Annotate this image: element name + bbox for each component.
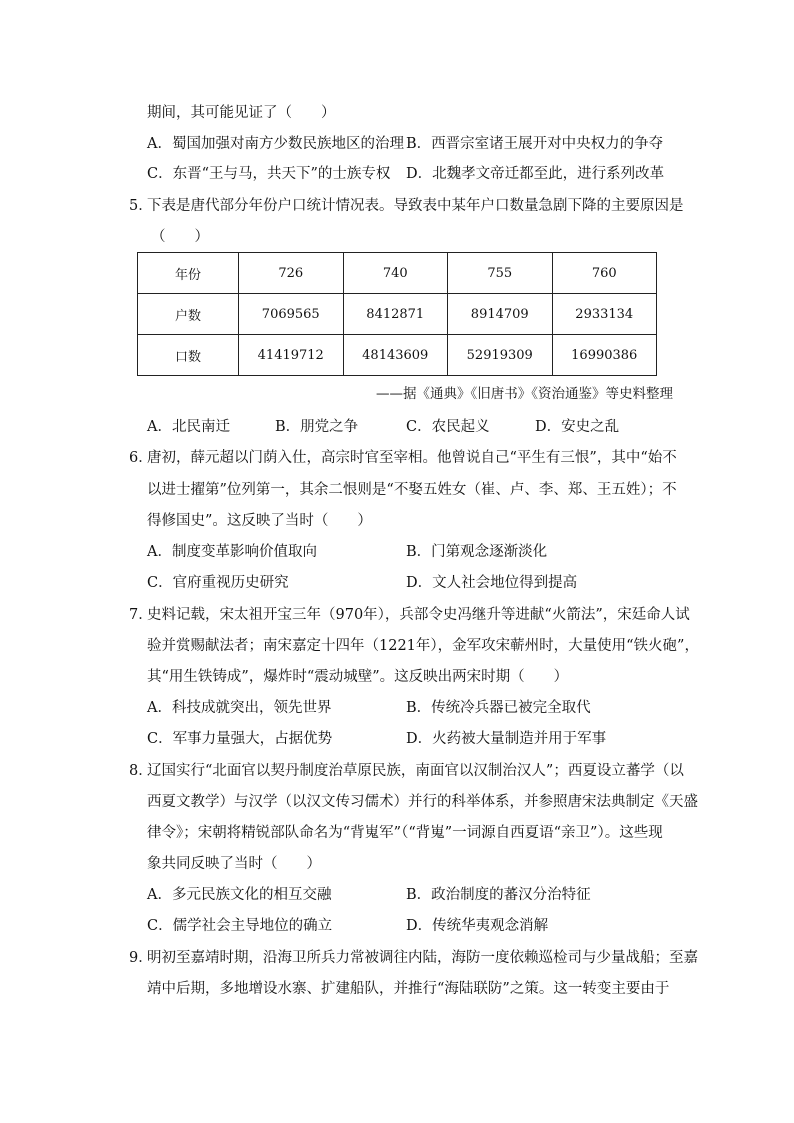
year-cell: 740 bbox=[343, 253, 448, 294]
q9-stem-line-2: 靖中后期，多地增设水寨、扩建船队，并推行“海陆联防”之策。这一转变主要由于 bbox=[147, 981, 670, 997]
population-cell: 52919309 bbox=[448, 335, 553, 376]
q5-population-table bbox=[137, 252, 657, 376]
q8-number: 8． bbox=[129, 763, 153, 779]
q4-option-d: D．北魏孝文帝迁都至此，进行系列改革 bbox=[406, 166, 665, 182]
q7-stem-line-3: 其“用生铁铸成”，爆炸时“震动城壁”。这反映出两宋时期（ ） bbox=[147, 669, 569, 685]
q5-number: 5． bbox=[129, 198, 153, 214]
q5-option-b: B．朋党之争 bbox=[275, 419, 359, 435]
q7-stem-line-1: 史料记载，宋太祖开宝三年（970年），兵部令史冯继升等进献“火箭法”，宋廷命人试 bbox=[147, 607, 690, 623]
q7-option-b: B．传统冷兵器已被完全取代 bbox=[406, 700, 591, 716]
q7-option-d: D．火药被大量制造并用于军事 bbox=[406, 731, 607, 747]
households-cell: 8914709 bbox=[448, 294, 553, 335]
q8-option-b: B．政治制度的蕃汉分治特征 bbox=[406, 887, 591, 903]
q5-option-a: A．北民南迁 bbox=[147, 419, 230, 435]
q5-stem-line-1: 下表是唐代部分年份户口统计情况表。导致表中某年户口数量急剧下降的主要原因是 bbox=[147, 198, 684, 214]
year-cell: 755 bbox=[448, 253, 553, 294]
table-row-year bbox=[138, 253, 657, 294]
row-label-households: 户数 bbox=[138, 294, 239, 335]
q7-number: 7． bbox=[129, 607, 153, 623]
table-row-households bbox=[138, 294, 657, 335]
q5-stem-line-2: （ ） bbox=[151, 229, 209, 245]
q5-option-c: C．农民起义 bbox=[406, 419, 490, 435]
q6-option-c: C．官府重视历史研究 bbox=[147, 575, 289, 591]
q9-number: 9． bbox=[129, 950, 153, 966]
q4-option-b: B．西晋宗室诸王展开对中央权力的争夺 bbox=[406, 136, 664, 152]
q8-option-d: D．传统华夷观念消解 bbox=[406, 918, 549, 934]
q6-stem-line-2: 以进士擢第”位列第一，其余二恨则是“不娶五姓女（崔、卢、李、郑、王五姓）；不 bbox=[147, 482, 677, 498]
q8-stem-line-4: 象共同反映了当时（ ） bbox=[147, 856, 321, 872]
q7-option-a: A．科技成就突出，领先世界 bbox=[147, 700, 332, 716]
q6-stem-line-3: 得修国史”。这反映了当时（ ） bbox=[147, 513, 372, 529]
q6-option-d: D．文人社会地位得到提高 bbox=[406, 575, 578, 591]
households-cell: 8412871 bbox=[343, 294, 448, 335]
q4-option-c: C．东晋“王与马，共天下”的士族专权 bbox=[147, 166, 391, 182]
q8-option-a: A．多元民族文化的相互交融 bbox=[147, 887, 332, 903]
households-cell: 2933134 bbox=[552, 294, 657, 335]
q8-stem-line-2: 西夏文教学）与汉学（以汉文传习儒术）并行的科举体系，并参照唐宋法典制定《天盛 bbox=[147, 794, 698, 810]
year-cell: 726 bbox=[239, 253, 344, 294]
q4-stem-tail: 期间，其可能见证了（ ） bbox=[147, 105, 336, 121]
q6-option-a: A．制度变革影响价值取向 bbox=[147, 544, 317, 560]
households-cell: 7069565 bbox=[239, 294, 344, 335]
q9-stem-line-1: 明初至嘉靖时期，沿海卫所兵力常被调往内陆，海防一度依赖巡检司与少量战船；至嘉 bbox=[147, 950, 698, 966]
population-cell: 41419712 bbox=[239, 335, 344, 376]
table-row-population bbox=[138, 335, 657, 376]
row-label-population: 口数 bbox=[138, 335, 239, 376]
q7-option-c: C．军事力量强大，占据优势 bbox=[147, 731, 333, 747]
year-cell: 760 bbox=[552, 253, 657, 294]
row-label-year: 年份 bbox=[138, 253, 239, 294]
population-cell: 16990386 bbox=[552, 335, 657, 376]
q6-number: 6． bbox=[129, 450, 153, 466]
q8-stem-line-1: 辽国实行“北面官以契丹制度治草原民族，南面官以汉制治汉人”；西夏设立蕃学（以 bbox=[147, 763, 684, 779]
q5-table-source: ——据《通典》《旧唐书》《资治通鉴》等史料整理 bbox=[376, 386, 673, 402]
q6-stem-line-1: 唐初，薛元超以门荫入仕，高宗时官至宰相。他曾说自己“平生有三恨”，其中“始不 bbox=[147, 450, 677, 466]
population-cell: 48143609 bbox=[343, 335, 448, 376]
q7-stem-line-2: 验并赏赐献法者；南宋嘉定十四年（1221年），金军攻宋蕲州时，大量使用“铁火砲”， bbox=[147, 638, 699, 654]
q4-option-a: A．蜀国加强对南方少数民族地区的治理 bbox=[147, 136, 404, 152]
q5-option-d: D．安史之乱 bbox=[535, 419, 620, 435]
q8-stem-line-3: 律令》；宋朝将精锐部队命名为“背嵬军”（“背嵬”一词源自西夏语“亲卫”）。这些现 bbox=[147, 825, 663, 841]
q8-option-c: C．儒学社会主导地位的确立 bbox=[147, 918, 333, 934]
q6-option-b: B．门第观念逐渐淡化 bbox=[406, 544, 548, 560]
